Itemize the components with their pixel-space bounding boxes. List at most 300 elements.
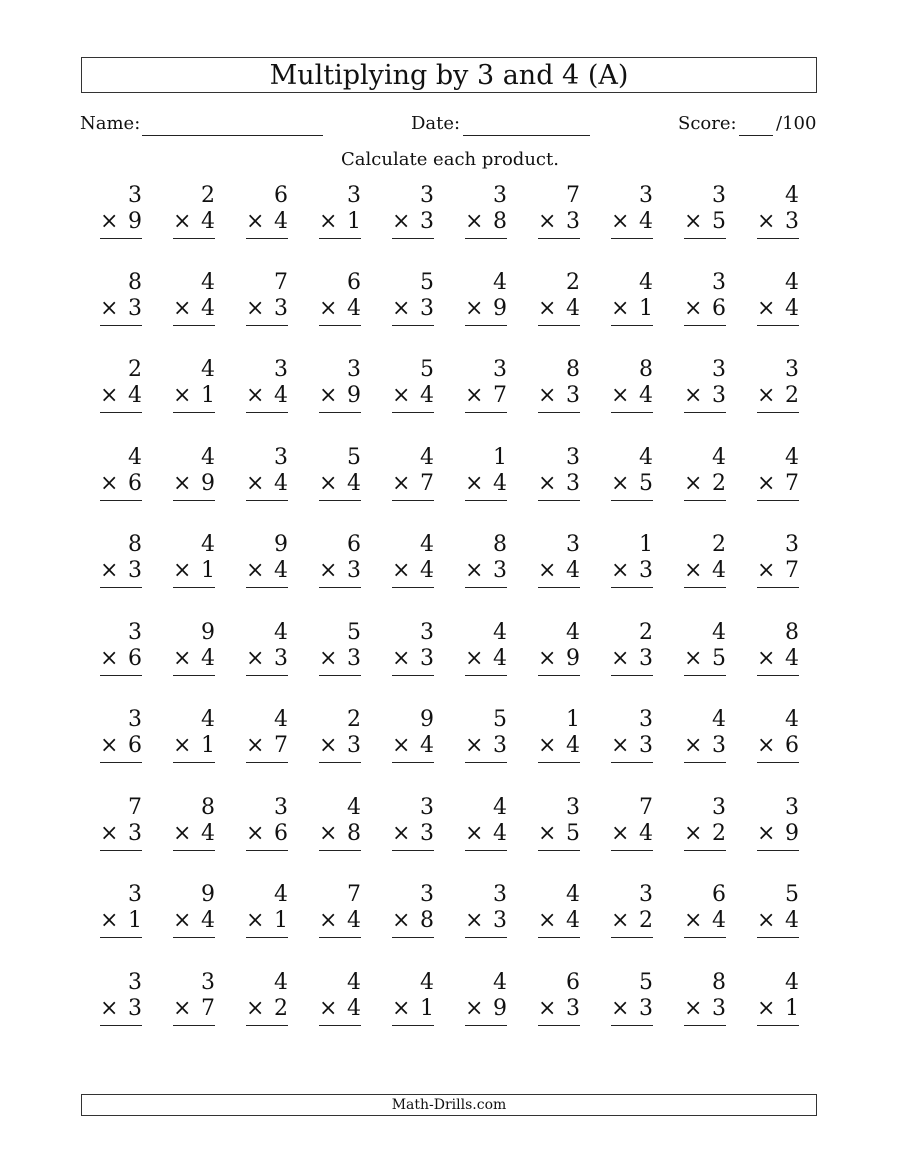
multiplier: 3 xyxy=(566,209,580,234)
multiplicand: 3 xyxy=(274,445,288,470)
multiplier: 9 xyxy=(493,996,507,1021)
multiplier-line xyxy=(684,211,726,239)
multiplicand: 3 xyxy=(420,882,434,907)
multiplier-line xyxy=(684,735,726,763)
multiplicand: 2 xyxy=(639,620,653,645)
problem-r3-c3 xyxy=(246,359,290,429)
multiplicand: 4 xyxy=(347,795,361,820)
multiplier-line xyxy=(465,211,507,239)
problem-r6-c6 xyxy=(465,622,509,692)
times-sign: × xyxy=(392,558,411,583)
times-sign: × xyxy=(684,471,703,496)
times-sign: × xyxy=(173,209,192,234)
problem-r5-c3 xyxy=(246,534,290,604)
times-sign: × xyxy=(319,733,338,758)
multiplicand: 3 xyxy=(128,620,142,645)
problem-r6-c10 xyxy=(757,622,801,692)
multiplicand: 4 xyxy=(785,270,799,295)
multiplier-line xyxy=(538,298,580,326)
multiplicand: 3 xyxy=(347,183,361,208)
multiplicand: 9 xyxy=(274,532,288,557)
times-sign: × xyxy=(173,296,192,321)
multiplier: 8 xyxy=(347,821,361,846)
multiplier: 9 xyxy=(128,209,142,234)
multiplier-line xyxy=(611,211,653,239)
multiplier: 1 xyxy=(785,996,799,1021)
multiplier-line xyxy=(611,473,653,501)
multiplier-line xyxy=(465,560,507,588)
multiplier: 3 xyxy=(128,996,142,1021)
times-sign: × xyxy=(173,996,192,1021)
problem-r1-c7 xyxy=(538,185,582,255)
multiplier-line xyxy=(246,385,288,413)
multiplicand: 4 xyxy=(201,357,215,382)
multiplier: 4 xyxy=(712,908,726,933)
multiplicand: 2 xyxy=(201,183,215,208)
problem-r9-c4 xyxy=(319,884,363,954)
times-sign: × xyxy=(611,471,630,496)
multiplier: 3 xyxy=(639,996,653,1021)
problem-r9-c7 xyxy=(538,884,582,954)
multiplier: 4 xyxy=(785,908,799,933)
times-sign: × xyxy=(246,471,265,496)
multiplier-line xyxy=(538,648,580,676)
multiplicand: 7 xyxy=(639,795,653,820)
multiplier-line xyxy=(611,910,653,938)
problem-r3-c5 xyxy=(392,359,436,429)
multiplicand: 3 xyxy=(712,270,726,295)
multiplicand: 3 xyxy=(639,882,653,907)
times-sign: × xyxy=(611,646,630,671)
multiplicand: 9 xyxy=(420,707,434,732)
multiplicand: 6 xyxy=(566,970,580,995)
multiplier-line xyxy=(538,211,580,239)
times-sign: × xyxy=(538,209,557,234)
multiplier: 7 xyxy=(274,733,288,758)
times-sign: × xyxy=(465,471,484,496)
problem-r1-c1 xyxy=(100,185,144,255)
multiplier-line xyxy=(465,823,507,851)
multiplicand: 4 xyxy=(274,620,288,645)
problem-r3-c8 xyxy=(611,359,655,429)
multiplier: 3 xyxy=(712,383,726,408)
times-sign: × xyxy=(684,821,703,846)
multiplier: 3 xyxy=(712,733,726,758)
times-sign: × xyxy=(684,996,703,1021)
multiplier-line xyxy=(246,648,288,676)
multiplier: 1 xyxy=(274,908,288,933)
multiplier-line xyxy=(319,298,361,326)
problem-r1-c5 xyxy=(392,185,436,255)
problem-r2-c5 xyxy=(392,272,436,342)
multiplicand: 3 xyxy=(493,183,507,208)
multiplicand: 4 xyxy=(712,707,726,732)
multiplicand: 3 xyxy=(712,795,726,820)
problem-r7-c3 xyxy=(246,709,290,779)
multiplicand: 8 xyxy=(566,357,580,382)
multiplicand: 5 xyxy=(420,357,434,382)
multiplier-line xyxy=(392,735,434,763)
multiplier-line xyxy=(246,998,288,1026)
problem-r2-c8 xyxy=(611,272,655,342)
problem-r7-c10 xyxy=(757,709,801,779)
worksheet-title: Multiplying by 3 and 4 (A) xyxy=(81,57,817,93)
times-sign: × xyxy=(465,558,484,583)
multiplicand: 3 xyxy=(785,795,799,820)
multiplier: 3 xyxy=(347,733,361,758)
problem-r6-c7 xyxy=(538,622,582,692)
problem-r2-c3 xyxy=(246,272,290,342)
multiplier: 3 xyxy=(347,558,361,583)
times-sign: × xyxy=(465,646,484,671)
times-sign: × xyxy=(538,646,557,671)
times-sign: × xyxy=(538,296,557,321)
problem-r5-c10 xyxy=(757,534,801,604)
multiplier: 4 xyxy=(639,383,653,408)
multiplicand: 4 xyxy=(420,445,434,470)
multiplier: 4 xyxy=(201,908,215,933)
problem-r1-c3 xyxy=(246,185,290,255)
problem-r4-c9 xyxy=(684,447,728,517)
multiplicand: 2 xyxy=(712,532,726,557)
multiplier: 3 xyxy=(128,821,142,846)
multiplier-line xyxy=(319,910,361,938)
multiplicand: 3 xyxy=(347,357,361,382)
multiplier: 6 xyxy=(128,646,142,671)
problem-r10-c8 xyxy=(611,972,655,1042)
times-sign: × xyxy=(246,296,265,321)
multiplier: 6 xyxy=(274,821,288,846)
name-label: Name: xyxy=(80,113,141,134)
problem-r4-c2 xyxy=(173,447,217,517)
multiplicand: 2 xyxy=(566,270,580,295)
problem-r10-c3 xyxy=(246,972,290,1042)
multiplier: 2 xyxy=(712,821,726,846)
problem-r10-c4 xyxy=(319,972,363,1042)
problem-r6-c3 xyxy=(246,622,290,692)
times-sign: × xyxy=(319,558,338,583)
problem-r10-c9 xyxy=(684,972,728,1042)
times-sign: × xyxy=(684,646,703,671)
times-sign: × xyxy=(392,471,411,496)
multiplier-line xyxy=(684,648,726,676)
multiplicand: 3 xyxy=(493,882,507,907)
times-sign: × xyxy=(538,908,557,933)
times-sign: × xyxy=(173,471,192,496)
multiplier-line xyxy=(100,473,142,501)
problem-r3-c2 xyxy=(173,359,217,429)
multiplier: 3 xyxy=(785,209,799,234)
multiplier-line xyxy=(173,823,215,851)
multiplier-line xyxy=(684,910,726,938)
times-sign: × xyxy=(319,383,338,408)
times-sign: × xyxy=(392,383,411,408)
multiplicand: 3 xyxy=(712,357,726,382)
multiplicand: 4 xyxy=(274,970,288,995)
multiplier-line xyxy=(684,298,726,326)
times-sign: × xyxy=(684,733,703,758)
multiplier-line xyxy=(100,910,142,938)
multiplier-line xyxy=(173,211,215,239)
times-sign: × xyxy=(757,646,776,671)
times-sign: × xyxy=(465,209,484,234)
multiplicand: 3 xyxy=(785,532,799,557)
multiplicand: 8 xyxy=(201,795,215,820)
multiplier-line xyxy=(757,910,799,938)
times-sign: × xyxy=(319,646,338,671)
problem-r8-c2 xyxy=(173,797,217,867)
multiplier: 4 xyxy=(274,209,288,234)
multiplicand: 4 xyxy=(493,270,507,295)
times-sign: × xyxy=(392,996,411,1021)
multiplier-line xyxy=(392,385,434,413)
problem-r1-c2 xyxy=(173,185,217,255)
problem-r3-c4 xyxy=(319,359,363,429)
multiplicand: 5 xyxy=(420,270,434,295)
multiplier: 2 xyxy=(274,996,288,1021)
multiplier-line xyxy=(173,735,215,763)
multiplier-line xyxy=(392,560,434,588)
multiplier-line xyxy=(173,560,215,588)
multiplier: 5 xyxy=(712,646,726,671)
problem-r9-c3 xyxy=(246,884,290,954)
multiplicand: 4 xyxy=(493,970,507,995)
times-sign: × xyxy=(246,908,265,933)
multiplier-line xyxy=(173,385,215,413)
times-sign: × xyxy=(100,471,119,496)
multiplier: 4 xyxy=(566,558,580,583)
multiplier-line xyxy=(757,385,799,413)
multiplicand: 2 xyxy=(347,707,361,732)
times-sign: × xyxy=(611,209,630,234)
multiplicand: 3 xyxy=(639,183,653,208)
multiplier-line xyxy=(246,735,288,763)
times-sign: × xyxy=(392,209,411,234)
multiplier-line xyxy=(684,998,726,1026)
problem-r9-c6 xyxy=(465,884,509,954)
multiplicand: 6 xyxy=(347,532,361,557)
times-sign: × xyxy=(392,646,411,671)
problem-r1-c6 xyxy=(465,185,509,255)
multiplicand: 3 xyxy=(128,183,142,208)
multiplier: 3 xyxy=(493,558,507,583)
multiplicand: 4 xyxy=(566,620,580,645)
multiplicand: 7 xyxy=(566,183,580,208)
multiplier: 7 xyxy=(493,383,507,408)
times-sign: × xyxy=(757,908,776,933)
problem-r4-c8 xyxy=(611,447,655,517)
multiplier: 4 xyxy=(274,471,288,496)
times-sign: × xyxy=(319,908,338,933)
problem-r1-c4 xyxy=(319,185,363,255)
problem-r3-c1 xyxy=(100,359,144,429)
multiplier: 1 xyxy=(201,558,215,583)
multiplier: 4 xyxy=(493,821,507,846)
multiplicand: 3 xyxy=(201,970,215,995)
problem-r3-c10 xyxy=(757,359,801,429)
multiplicand: 1 xyxy=(639,532,653,557)
multiplier: 4 xyxy=(201,209,215,234)
multiplicand: 4 xyxy=(201,532,215,557)
times-sign: × xyxy=(611,821,630,846)
problem-r8-c5 xyxy=(392,797,436,867)
times-sign: × xyxy=(173,383,192,408)
multiplier-line xyxy=(611,823,653,851)
problem-r9-c2 xyxy=(173,884,217,954)
multiplicand: 4 xyxy=(420,970,434,995)
multiplier-line xyxy=(100,298,142,326)
multiplicand: 3 xyxy=(639,707,653,732)
problem-r10-c5 xyxy=(392,972,436,1042)
multiplicand: 8 xyxy=(493,532,507,557)
times-sign: × xyxy=(246,646,265,671)
multiplicand: 4 xyxy=(274,882,288,907)
multiplier: 4 xyxy=(274,383,288,408)
multiplier-line xyxy=(392,473,434,501)
multiplicand: 3 xyxy=(128,970,142,995)
problem-r6-c2 xyxy=(173,622,217,692)
multiplier: 4 xyxy=(128,383,142,408)
times-sign: × xyxy=(173,733,192,758)
problem-r4-c6 xyxy=(465,447,509,517)
score-label: Score: xyxy=(678,113,737,134)
multiplier-line xyxy=(757,211,799,239)
multiplicand: 4 xyxy=(785,445,799,470)
times-sign: × xyxy=(319,209,338,234)
multiplier-line xyxy=(319,998,361,1026)
date-label: Date: xyxy=(411,113,461,134)
multiplicand: 4 xyxy=(712,620,726,645)
multiplicand: 9 xyxy=(201,620,215,645)
multiplier: 4 xyxy=(420,383,434,408)
multiplier-line xyxy=(538,998,580,1026)
multiplier-line xyxy=(757,473,799,501)
multiplier-line xyxy=(757,560,799,588)
multiplier-line xyxy=(684,385,726,413)
times-sign: × xyxy=(757,996,776,1021)
multiplicand: 1 xyxy=(493,445,507,470)
multiplier: 3 xyxy=(566,383,580,408)
multiplier: 9 xyxy=(347,383,361,408)
multiplier: 9 xyxy=(493,296,507,321)
multiplier-line xyxy=(538,823,580,851)
multiplier-line xyxy=(538,385,580,413)
multiplier: 4 xyxy=(785,646,799,671)
multiplier: 1 xyxy=(128,908,142,933)
multiplier: 4 xyxy=(566,733,580,758)
times-sign: × xyxy=(684,558,703,583)
times-sign: × xyxy=(465,996,484,1021)
multiplicand: 3 xyxy=(128,882,142,907)
multiplier-line xyxy=(100,823,142,851)
multiplier-line xyxy=(319,648,361,676)
times-sign: × xyxy=(319,821,338,846)
problem-r9-c10 xyxy=(757,884,801,954)
multiplicand: 6 xyxy=(347,270,361,295)
problem-r7-c6 xyxy=(465,709,509,779)
times-sign: × xyxy=(538,558,557,583)
multiplicand: 7 xyxy=(347,882,361,907)
multiplicand: 3 xyxy=(712,183,726,208)
multiplier-line xyxy=(246,560,288,588)
multiplicand: 4 xyxy=(785,183,799,208)
multiplier: 3 xyxy=(128,296,142,321)
multiplicand: 4 xyxy=(712,445,726,470)
multiplicand: 4 xyxy=(785,707,799,732)
times-sign: × xyxy=(392,733,411,758)
times-sign: × xyxy=(246,733,265,758)
multiplier-line xyxy=(246,211,288,239)
multiplier-line xyxy=(319,473,361,501)
multiplier: 5 xyxy=(639,471,653,496)
problem-r8-c9 xyxy=(684,797,728,867)
multiplicand: 3 xyxy=(420,620,434,645)
times-sign: × xyxy=(757,821,776,846)
multiplier-line xyxy=(173,998,215,1026)
multiplier: 4 xyxy=(347,471,361,496)
multiplier-line xyxy=(319,735,361,763)
times-sign: × xyxy=(465,296,484,321)
multiplier: 4 xyxy=(785,296,799,321)
times-sign: × xyxy=(319,996,338,1021)
multiplier-line xyxy=(392,823,434,851)
problem-r1-c8 xyxy=(611,185,655,255)
multiplier: 1 xyxy=(347,209,361,234)
problem-r4-c1 xyxy=(100,447,144,517)
multiplicand: 4 xyxy=(639,270,653,295)
multiplicand: 7 xyxy=(274,270,288,295)
multiplier-line xyxy=(757,823,799,851)
multiplier-line xyxy=(173,648,215,676)
multiplicand: 4 xyxy=(420,532,434,557)
multiplier-line xyxy=(246,473,288,501)
times-sign: × xyxy=(246,383,265,408)
multiplier: 4 xyxy=(274,558,288,583)
problem-r6-c1 xyxy=(100,622,144,692)
problem-r5-c9 xyxy=(684,534,728,604)
times-sign: × xyxy=(246,996,265,1021)
multiplier: 4 xyxy=(639,209,653,234)
multiplicand: 3 xyxy=(420,795,434,820)
times-sign: × xyxy=(100,209,119,234)
multiplier: 4 xyxy=(566,908,580,933)
times-sign: × xyxy=(173,646,192,671)
multiplier-line xyxy=(684,560,726,588)
multiplier: 4 xyxy=(493,471,507,496)
multiplier: 4 xyxy=(493,646,507,671)
multiplier-line xyxy=(392,910,434,938)
multiplier-line xyxy=(392,648,434,676)
times-sign: × xyxy=(392,908,411,933)
times-sign: × xyxy=(611,296,630,321)
times-sign: × xyxy=(757,383,776,408)
multiplicand: 3 xyxy=(274,795,288,820)
multiplier: 7 xyxy=(785,558,799,583)
multiplier-line xyxy=(100,560,142,588)
multiplier: 4 xyxy=(347,296,361,321)
problem-r10-c1 xyxy=(100,972,144,1042)
multiplier-line xyxy=(392,211,434,239)
times-sign: × xyxy=(611,558,630,583)
times-sign: × xyxy=(100,733,119,758)
multiplier: 9 xyxy=(201,471,215,496)
times-sign: × xyxy=(319,296,338,321)
multiplier-line xyxy=(757,298,799,326)
multiplicand: 4 xyxy=(201,707,215,732)
problem-r2-c2 xyxy=(173,272,217,342)
multiplier: 2 xyxy=(785,383,799,408)
problem-r5-c8 xyxy=(611,534,655,604)
